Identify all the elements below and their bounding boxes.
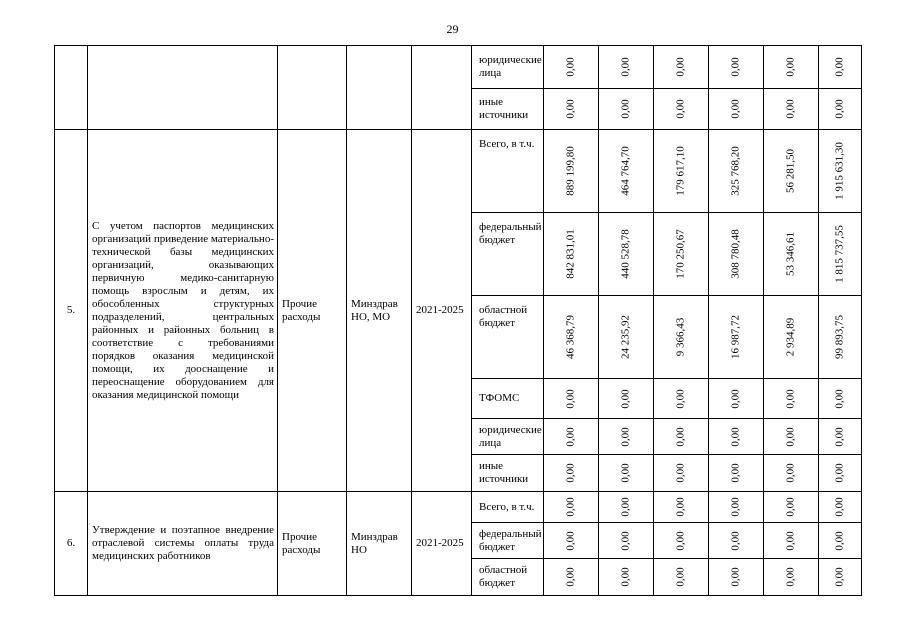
value-cell <box>709 523 764 559</box>
item-description <box>88 492 278 596</box>
value-text: 170 250,67 <box>674 229 687 279</box>
value-cell <box>819 455 862 492</box>
value-text: 0,00 <box>784 530 797 551</box>
value-cell <box>599 296 654 379</box>
item-description <box>88 130 278 492</box>
value-text: 0,00 <box>729 388 742 409</box>
value-cell <box>599 523 654 559</box>
value-cell <box>819 523 862 559</box>
value-text: 0,00 <box>729 99 742 119</box>
value-cell <box>764 296 819 379</box>
value-text: 0,00 <box>564 497 577 517</box>
value-cell <box>709 455 764 492</box>
value-text: 0,00 <box>564 388 577 409</box>
table-row <box>55 130 862 213</box>
value-text: 0,00 <box>833 426 846 447</box>
value-text: 464 764,70 <box>619 146 632 196</box>
value-text: 0,00 <box>619 497 632 517</box>
value-text: 0,00 <box>564 567 577 587</box>
value-cell <box>654 379 709 419</box>
value-cell <box>654 296 709 379</box>
value-text: 0,00 <box>564 463 577 483</box>
value-text: 0,00 <box>674 426 687 447</box>
value-text: 9 366,43 <box>674 317 687 357</box>
value-text: 0,00 <box>833 497 846 517</box>
value-text: 0,00 <box>833 388 846 409</box>
value-cell <box>544 46 599 89</box>
value-text: 53 346,61 <box>784 232 797 276</box>
value-text: 0,00 <box>674 99 687 119</box>
value-text: 0,00 <box>619 388 632 409</box>
value-text: 179 617,10 <box>674 146 687 196</box>
value-text: 0,00 <box>729 57 742 77</box>
value-cell <box>709 130 764 213</box>
value-cell <box>654 455 709 492</box>
value-cell <box>599 130 654 213</box>
funding-source: федеральный бюджет <box>472 523 544 559</box>
value-cell <box>764 213 819 296</box>
value-cell <box>709 419 764 455</box>
value-text: 0,00 <box>564 530 577 551</box>
item-executor: Минздрав НО <box>347 492 412 596</box>
value-text: 0,00 <box>784 57 797 77</box>
value-cell <box>764 379 819 419</box>
value-text: 0,00 <box>833 567 846 587</box>
value-cell <box>599 559 654 596</box>
funding-source: юридические лица <box>472 419 544 455</box>
value-cell <box>764 559 819 596</box>
value-text: 440 528,78 <box>619 229 632 279</box>
value-text: 0,00 <box>729 426 742 447</box>
value-text: 46 368,79 <box>564 315 577 359</box>
value-text: 24 235,92 <box>619 315 632 359</box>
value-text: 1 815 737,55 <box>833 225 846 283</box>
value-cell <box>654 46 709 89</box>
empty-description <box>88 46 278 130</box>
value-cell <box>544 379 599 419</box>
value-cell <box>599 46 654 89</box>
value-cell <box>819 419 862 455</box>
value-cell <box>819 213 862 296</box>
value-cell <box>764 89 819 130</box>
funding-source: областной бюджет <box>472 559 544 596</box>
value-cell <box>599 419 654 455</box>
value-cell <box>654 213 709 296</box>
funding-source: Всего, в т.ч. <box>472 492 544 523</box>
value-text: 0,00 <box>784 497 797 517</box>
value-cell <box>764 419 819 455</box>
value-cell <box>544 492 599 523</box>
value-cell <box>544 130 599 213</box>
value-text: 0,00 <box>674 497 687 517</box>
value-text: 0,00 <box>674 57 687 77</box>
table-body <box>55 46 862 596</box>
value-cell <box>544 523 599 559</box>
item-executor: Минздрав НО, МО <box>347 130 412 492</box>
item-number: 6. <box>55 492 88 596</box>
value-cell <box>654 130 709 213</box>
value-text: 0,00 <box>833 463 846 483</box>
value-text: 99 893,75 <box>833 315 846 359</box>
funding-source: иные источники <box>472 89 544 130</box>
value-text: 0,00 <box>619 99 632 119</box>
value-cell <box>544 213 599 296</box>
funding-source: ТФОМС <box>472 379 544 419</box>
funding-source: федеральный бюджет <box>472 213 544 296</box>
funding-source: иные источники <box>472 455 544 492</box>
value-text: 0,00 <box>833 530 846 551</box>
funding-source: областной бюджет <box>472 296 544 379</box>
budget-table <box>54 45 862 596</box>
value-cell <box>544 455 599 492</box>
item-period: 2021-2025 <box>412 130 472 492</box>
value-cell <box>654 419 709 455</box>
description-text: Утверждение и поэтапное внедрение отраслевой системы оплаты труда медицинских работников <box>92 524 274 562</box>
value-cell <box>709 492 764 523</box>
value-cell <box>599 379 654 419</box>
value-text: 0,00 <box>729 497 742 517</box>
value-cell <box>764 130 819 213</box>
value-cell <box>764 46 819 89</box>
value-text: 16 987,72 <box>729 315 742 359</box>
value-text: 0,00 <box>784 99 797 119</box>
funding-source: юридические лица <box>472 46 544 89</box>
value-cell <box>654 523 709 559</box>
value-cell <box>709 379 764 419</box>
value-cell <box>544 419 599 455</box>
value-cell <box>819 130 862 213</box>
value-cell <box>709 296 764 379</box>
value-cell <box>544 559 599 596</box>
value-text: 0,00 <box>674 463 687 483</box>
value-text: 308 780,48 <box>729 229 742 279</box>
value-cell <box>819 559 862 596</box>
value-text: 0,00 <box>674 530 687 551</box>
value-cell <box>599 89 654 130</box>
item-number: 5. <box>55 130 88 492</box>
value-cell <box>709 46 764 89</box>
value-text: 0,00 <box>833 99 846 119</box>
value-text: 842 831,01 <box>564 229 577 279</box>
value-cell <box>654 492 709 523</box>
value-text: 0,00 <box>564 99 577 119</box>
value-text: 889 199,80 <box>564 146 577 196</box>
value-text: 0,00 <box>729 530 742 551</box>
value-cell <box>764 523 819 559</box>
value-cell <box>544 89 599 130</box>
empty-executor <box>347 46 412 130</box>
value-cell <box>599 455 654 492</box>
item-category: Прочие расходы <box>278 492 347 596</box>
table-row <box>55 46 862 89</box>
value-text: 0,00 <box>729 463 742 483</box>
value-text: 325 768,20 <box>729 146 742 196</box>
value-cell <box>709 89 764 130</box>
value-text: 0,00 <box>564 57 577 77</box>
value-cell <box>599 213 654 296</box>
value-cell <box>764 455 819 492</box>
value-text: 0,00 <box>619 426 632 447</box>
value-cell <box>764 492 819 523</box>
value-cell <box>654 89 709 130</box>
empty-category <box>278 46 347 130</box>
value-text: 0,00 <box>784 426 797 447</box>
page-number: 29 <box>446 22 459 36</box>
funding-source: Всего, в т.ч. <box>472 130 544 213</box>
value-text: 56 281,50 <box>784 149 797 193</box>
value-cell <box>709 559 764 596</box>
value-text: 0,00 <box>619 463 632 483</box>
value-cell <box>544 296 599 379</box>
value-text: 0,00 <box>833 57 846 77</box>
value-cell <box>819 492 862 523</box>
value-text: 0,00 <box>619 530 632 551</box>
value-text: 0,00 <box>674 388 687 409</box>
item-period: 2021-2025 <box>412 492 472 596</box>
table-row <box>55 492 862 523</box>
value-text: 0,00 <box>619 57 632 77</box>
value-text: 0,00 <box>784 567 797 587</box>
empty-number <box>55 46 88 130</box>
value-text: 0,00 <box>564 426 577 447</box>
value-text: 2 934,89 <box>784 317 797 357</box>
value-cell <box>819 379 862 419</box>
value-text: 0,00 <box>674 567 687 587</box>
value-cell <box>599 492 654 523</box>
value-text: 0,00 <box>784 463 797 483</box>
value-cell <box>654 559 709 596</box>
value-cell <box>709 213 764 296</box>
value-cell <box>819 296 862 379</box>
value-text: 1 915 631,30 <box>833 142 846 200</box>
value-cell <box>819 89 862 130</box>
value-text: 0,00 <box>729 567 742 587</box>
empty-period <box>412 46 472 130</box>
description-text: С учетом паспортов медицинских организаций приведение материально-технической базы медицинских организаций, оказывающих первичную медико-санитарную помощь взрослым и детям, их обособленных структурных подразделений, центральных районных и районных больниц в соответствие с требованиями порядков оказания медицинской помощи, их дооснащение и переоснащение оборудованием для оказания медицинской помощи <box>92 219 274 401</box>
value-cell <box>819 46 862 89</box>
value-text: 0,00 <box>619 567 632 587</box>
item-category: Прочие расходы <box>278 130 347 492</box>
value-text: 0,00 <box>784 388 797 409</box>
